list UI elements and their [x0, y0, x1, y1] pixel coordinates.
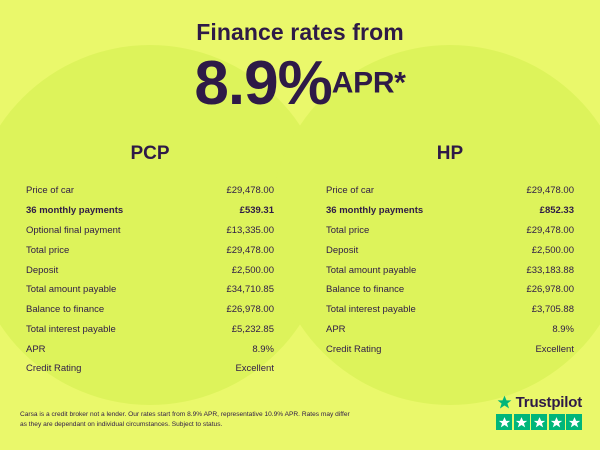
table-row: [16, 359, 284, 379]
table-row: [16, 201, 284, 221]
table-row: [316, 221, 584, 241]
row-label: APR: [26, 343, 46, 355]
trustpilot-wordmark: Trustpilot: [515, 394, 582, 411]
row-value: £29,478.00: [226, 185, 274, 197]
table-row: [316, 339, 584, 359]
column-title-pcp: PCP: [130, 143, 170, 164]
table-row: [316, 201, 584, 221]
table-row: [316, 181, 584, 201]
row-value: £26,978.00: [526, 284, 574, 296]
row-label: Total amount payable: [26, 284, 117, 296]
row-value: £2,500.00: [531, 244, 574, 256]
row-value: Excellent: [235, 363, 274, 375]
row-value: £2,500.00: [231, 264, 274, 276]
row-label: Deposit: [26, 264, 59, 276]
table-row: [16, 280, 284, 300]
row-value: £29,478.00: [226, 244, 274, 256]
disclaimer-text: Carsa is a credit broker not a lender. Our rates start from 8.9% APR, representative 10.9% APR. Rates may differ as they are dependant on individual circumstances. Subject to status.: [20, 410, 350, 428]
row-value: £13,335.00: [226, 224, 274, 236]
row-label: Total interest payable: [26, 323, 116, 335]
table-row: [16, 260, 284, 280]
table-row: [316, 260, 584, 280]
row-value: £34,710.85: [226, 284, 274, 296]
row-value: £539.31: [239, 205, 274, 217]
row-value: £3,705.88: [531, 304, 574, 316]
row-value: £26,978.00: [226, 304, 274, 316]
star-icon: [514, 414, 530, 430]
rates-table-hp: [316, 181, 584, 359]
star-icon: [566, 414, 582, 430]
row-value: £852.33: [539, 205, 574, 217]
table-row: [316, 319, 584, 339]
table-row: [16, 181, 284, 201]
table-row: [16, 300, 284, 320]
row-label: Optional final payment: [26, 224, 121, 236]
row-value: £5,232.85: [231, 323, 274, 335]
headline-rate-number: 8.9%: [194, 49, 332, 118]
rates-table-pcp: [16, 181, 284, 379]
row-label: Credit Rating: [326, 343, 382, 355]
row-value: £29,478.00: [526, 224, 574, 236]
row-value: £33,183.88: [526, 264, 574, 276]
table-row: [316, 300, 584, 320]
row-label: APR: [326, 323, 346, 335]
trustpilot-rating[interactable]: [496, 394, 582, 430]
row-value: £29,478.00: [526, 185, 574, 197]
column-hp: [300, 143, 600, 379]
row-label: 36 monthly payments: [326, 205, 424, 217]
headline-rate-suffix: APR*: [331, 66, 406, 100]
row-label: 36 monthly payments: [26, 205, 124, 217]
star-icon: [531, 414, 547, 430]
row-value: 8.9%: [252, 343, 274, 355]
column-title-hp: HP: [436, 143, 464, 164]
row-label: Total price: [26, 244, 70, 256]
row-label: Total interest payable: [326, 304, 416, 316]
trustpilot-stars: [496, 414, 582, 430]
row-value: Excellent: [535, 343, 574, 355]
row-label: Total price: [326, 224, 370, 236]
row-value: 8.9%: [552, 323, 574, 335]
table-row: [16, 339, 284, 359]
table-row: [316, 240, 584, 260]
row-label: Balance to finance: [26, 304, 105, 316]
table-row: [316, 280, 584, 300]
column-pcp: [0, 143, 300, 379]
table-row: [16, 319, 284, 339]
row-label: Price of car: [26, 185, 75, 197]
trustpilot-logo: [496, 394, 582, 411]
table-row: [16, 221, 284, 241]
row-label: Balance to finance: [326, 284, 405, 296]
trustpilot-star-icon: [497, 395, 512, 410]
star-icon: [496, 414, 512, 430]
table-row: [16, 240, 284, 260]
star-icon: [549, 414, 565, 430]
row-label: Credit Rating: [26, 363, 82, 375]
row-label: Price of car: [326, 185, 375, 197]
headline-rate: [0, 48, 600, 119]
finance-columns: [0, 143, 600, 379]
row-label: Deposit: [326, 244, 359, 256]
page-title: Finance rates from: [196, 19, 404, 45]
row-label: Total amount payable: [326, 264, 417, 276]
